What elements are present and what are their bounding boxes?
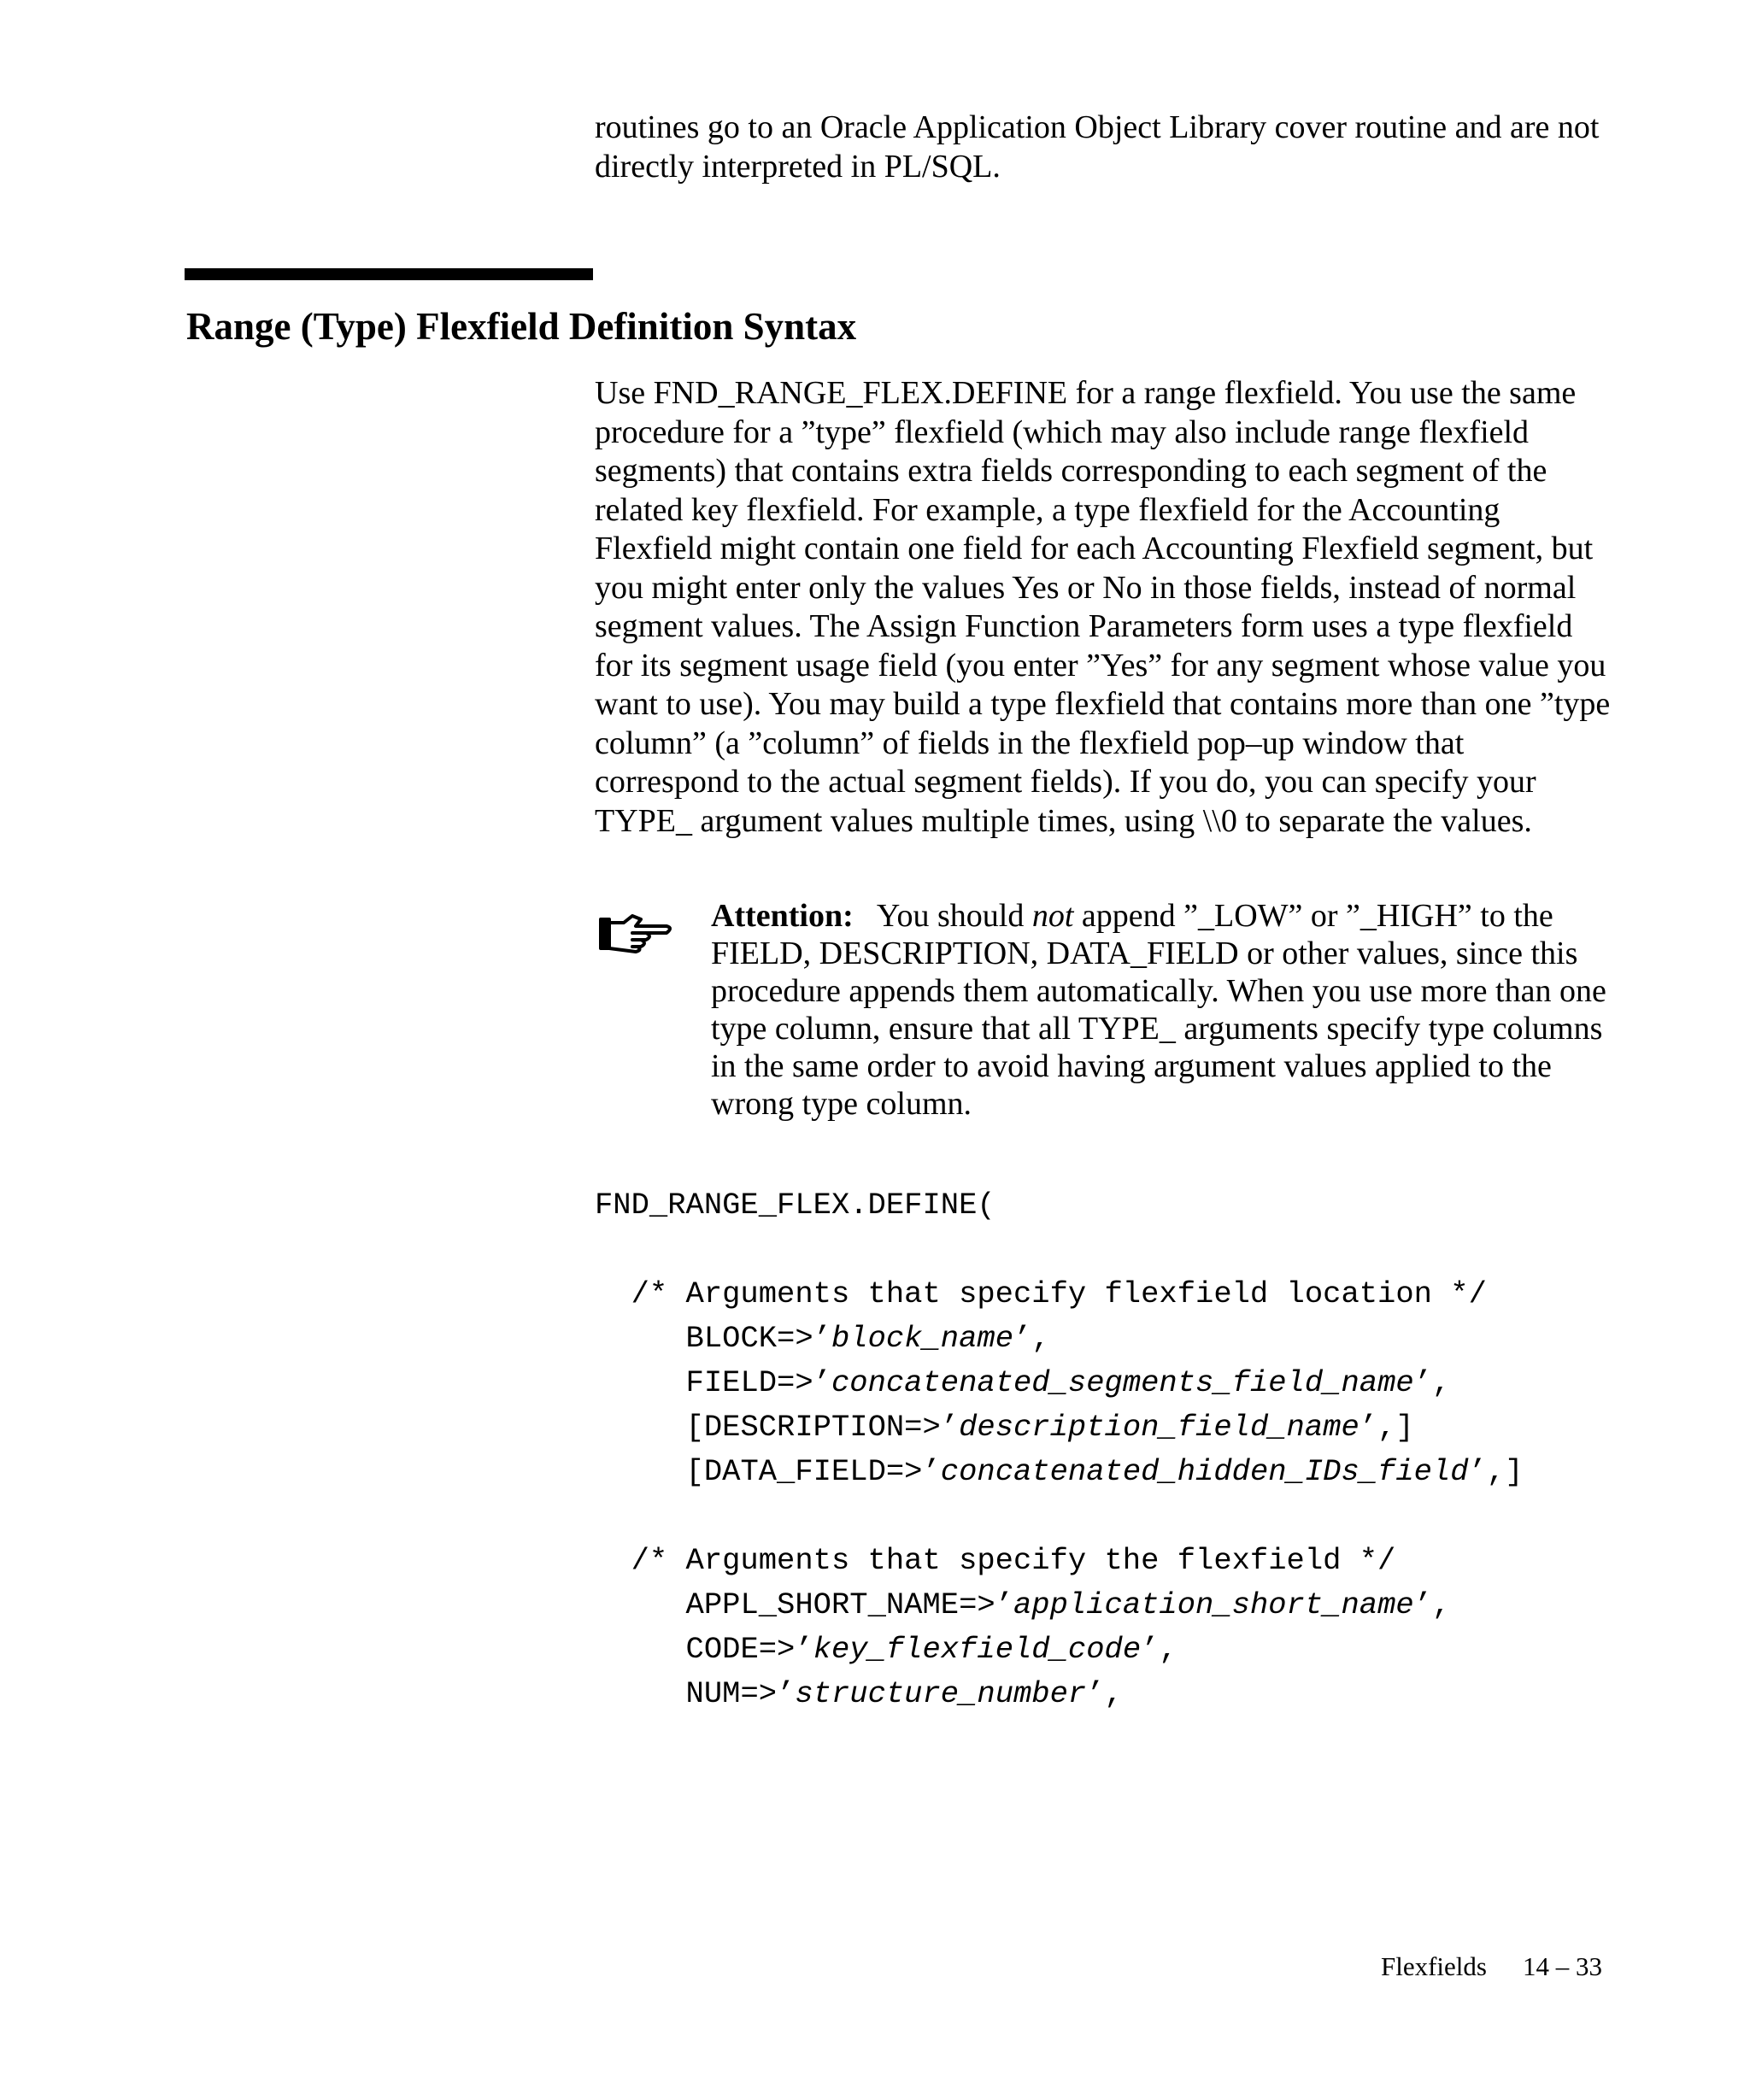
code-description-key: [DESCRIPTION=>’ [685, 1410, 960, 1445]
code-data-field-end: ’,] [1468, 1454, 1524, 1489]
code-num-key: NUM=>’ [685, 1676, 796, 1711]
code-data-field-key: [DATA_FIELD=>’ [685, 1454, 941, 1489]
code-appl-key: APPL_SHORT_NAME=>’ [685, 1587, 1013, 1622]
attention-emphasis: not [1031, 898, 1074, 934]
code-code-key: CODE=>’ [685, 1632, 813, 1667]
code-code-end: ’, [1141, 1632, 1177, 1667]
code-field-end: ’, [1413, 1365, 1451, 1400]
code-code-value: key_flexfield_code [813, 1632, 1142, 1667]
code-num-value: structure_number [795, 1676, 1087, 1711]
code-comment-location: /* Arguments that specify flexfield location */ [631, 1276, 1487, 1311]
page-footer [1381, 1950, 1602, 1984]
code-description-value: description_field_name [959, 1410, 1359, 1445]
code-description-end: ’,] [1359, 1410, 1414, 1445]
code-num-end: ’, [1086, 1676, 1123, 1711]
section-rule [185, 268, 593, 280]
footer-page-number: 14 – 33 [1523, 1951, 1602, 1981]
code-block-value: block_name [831, 1321, 1014, 1356]
code-call: FND_RANGE_FLEX.DEFINE( [595, 1188, 995, 1223]
attention-label: Attention: [711, 898, 854, 934]
footer-section: Flexfields [1381, 1951, 1487, 1981]
code-block [595, 1183, 1524, 1716]
attention-note [711, 897, 1608, 1123]
code-comment-flexfield: /* Arguments that specify the flexfield */ [631, 1543, 1396, 1578]
pointing-hand-icon [598, 911, 675, 962]
attention-text-start: You should [876, 898, 1025, 934]
code-data-field-value: concatenated_hidden_IDs_field [940, 1454, 1469, 1489]
attention-text-rest: append ”_LOW” or ”_HIGH” to the FIELD, DESCRIPTION, DATA_FIELD or other values, since this procedure appends them automatically. When you use more than one type column, ensure that all TYPE_ arguments specify type columns in the same order to avoid having argument values applied to the wrong type column. [711, 898, 1606, 1122]
code-block-end: ’, [1013, 1321, 1050, 1356]
intro-paragraph: routines go to an Oracle Application Object Library cover routine and are not directly interpreted in PL/SQL. [595, 109, 1600, 185]
code-field-key: FIELD=>’ [685, 1365, 831, 1400]
code-appl-value: application_short_name [1013, 1587, 1414, 1622]
code-field-value: concatenated_segments_field_name [831, 1365, 1414, 1400]
code-block-key: BLOCK=>’ [685, 1321, 831, 1356]
code-appl-end: ’, [1413, 1587, 1451, 1622]
body-paragraph: Use FND_RANGE_FLEX.DEFINE for a range flexfield. You use the same procedure for a ”type” flexfield (which may also include range flexfield segments) that contains extra fields corresponding to each segment of the related key flexfield. For example, a type flexfield for the Accounting Flexfield might contain one field for each Accounting Flexfield segment, but you might enter only the values Yes or No in those fields, instead of normal segment values. The Assign Function Parameters form uses a type flexfield for its segment usage field (you enter ”Yes” for any segment whose value you want to use). You may build a type flexfield that contains more than one ”type column” (a ”column” of fields in the flexfield pop–up window that correspond to the actual segment fields). If you do, you can specify your TYPE_ argument values multiple times, using \\0 to separate the values. [595, 375, 1611, 839]
section-heading: Range (Type) Flexfield Definition Syntax [186, 305, 857, 348]
